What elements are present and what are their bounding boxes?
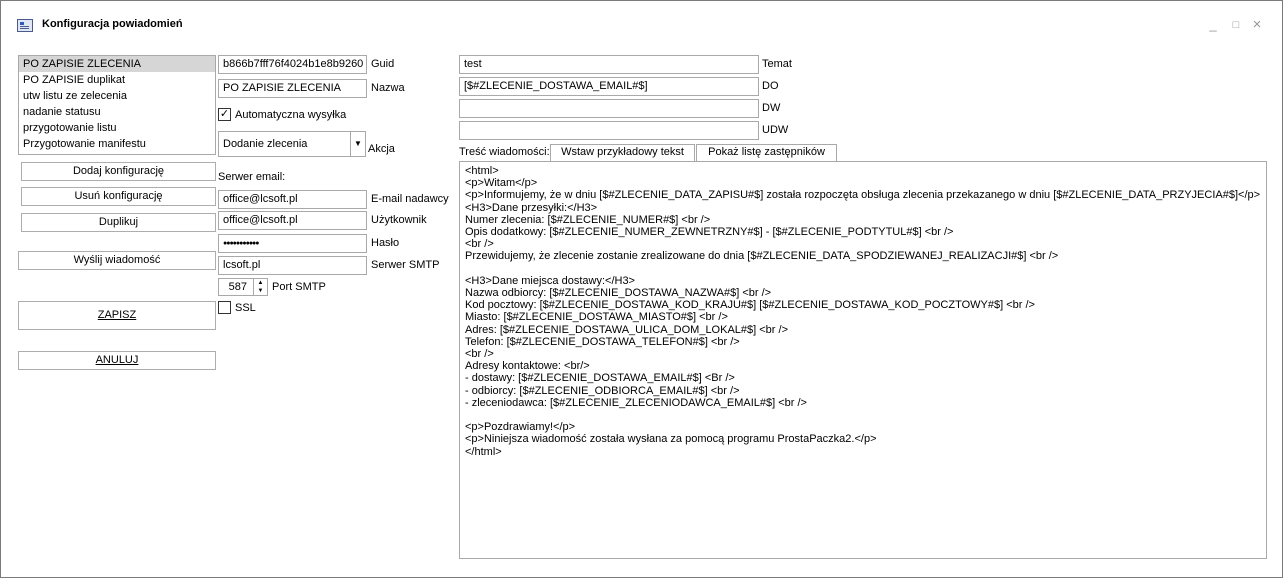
auto-send-label: Automatyczna wysyłka — [235, 109, 347, 121]
smtp-port-stepper[interactable] — [218, 278, 268, 296]
maximize-icon[interactable]: □ — [1232, 19, 1240, 31]
save-button-label: ZAPISZ — [97, 309, 137, 321]
to-field[interactable]: [$#ZLECENIE_DOSTAWA_EMAIL#$] — [459, 77, 759, 96]
config-list-item[interactable]: utw listu ze zelecenia — [23, 90, 127, 102]
config-list-item[interactable]: Przygotowanie manifestu — [23, 138, 146, 150]
title-bar — [1, 1, 1282, 41]
message-body-label: Treść wiadomości: — [459, 146, 550, 158]
bcc-label: UDW — [762, 124, 789, 136]
config-list-item[interactable]: nadanie statusu — [23, 106, 101, 118]
window-title: Konfiguracja powiadomień — [42, 18, 183, 30]
chevron-down-icon[interactable]: ▼ — [350, 132, 365, 156]
username-label: Użytkownik — [371, 214, 427, 226]
smtp-server-field[interactable]: lcsoft.pl — [218, 256, 367, 275]
app-window-icon — [17, 19, 33, 32]
sender-email-field[interactable]: office@lcsoft.pl — [218, 190, 367, 209]
subject-label: Temat — [762, 58, 792, 70]
cancel-button-label: ANULUJ — [95, 354, 139, 366]
cc-label: DW — [762, 102, 781, 114]
tab-show-placeholders[interactable]: Pokaż listę zastępników — [696, 144, 837, 161]
add-config-button[interactable]: Dodaj konfigurację — [21, 162, 216, 181]
close-icon[interactable]: × — [1252, 16, 1262, 33]
name-field[interactable]: PO ZAPISIE ZLECENIA — [218, 79, 367, 98]
cc-field[interactable] — [459, 99, 759, 118]
cancel-button[interactable] — [18, 351, 216, 370]
config-list-item[interactable]: PO ZAPISIE duplikat — [23, 74, 126, 86]
auto-send-checkbox[interactable]: ✓ — [219, 108, 230, 120]
send-message-button[interactable]: Wyślij wiadomość — [18, 251, 216, 270]
bcc-field[interactable] — [459, 121, 759, 140]
ssl-checkbox[interactable] — [218, 301, 231, 314]
remove-config-button[interactable]: Usuń konfigurację — [21, 187, 216, 206]
guid-field[interactable]: b866b7fff76f4024b1e8b9260 — [218, 55, 367, 74]
action-select[interactable] — [218, 131, 366, 157]
ssl-label: SSL — [235, 302, 256, 314]
sender-email-label: E-mail nadawcy — [371, 193, 449, 205]
message-body-textarea[interactable]: <html> <p>Witam</p> <p>Informujemy, że w dniu [$#ZLECENIE_DATA_ZAPISU#$] została rozpoczęta obsługa zlecenia przekazanego w dniu [$#ZLECENIE_DATA_PRZYJECIA#$]</p> <H3>Dane przesyłki:</H3> Numer zlecenia: [$#ZLECENIE_NUMER#$] <br /> Opis dodatkowy: [$#ZLECENIE_NUMER_ZEWNETRZNY#$] - [$#ZLECENIE_PODTYTUL#$] <br /> <br /> Przewidujemy, że zlecenie zostanie zrealizowane do dnia [$#ZLECENIE_DATA_SPODZIEWANEJ_REALIZACJI#$] <br /> <H3>Dane miejsca dostawy:</H3> Nazwa odbiorcy: [$#ZLECENIE_DOSTAWA_NAZWA#$] <br /> Kod pocztowy: [$#ZLECENIE_DOSTAWA_KOD_KRAJU#$] [$#ZLECENIE_DOSTAWA_KOD_POCZTOWY#$] <br /> Miasto: [$#ZLECENIE_DOSTAWA_MIASTO#$] <br /> Adres: [$#ZLECENIE_DOSTAWA_ULICA_DOM_LOKAL#$] <br /> Telefon: [$#ZLECENIE_DOSTAWA_TELEFON#$] <br /> <br /> Adresy kontaktowe: <br/> - dostawy: [$#ZLECENIE_DOSTAWA_EMAIL#$] <Br /> - odbiorcy: [$#ZLECENIE_ODBIORCA_EMAIL#$] <br /> - zleceniodawca: [$#ZLECENIE_ZLECENIODAWCA_EMAIL#$] <br /> <p>Pozdrawiamy!</p> <p>Niniejsza wiadomość została wysłana za pomocą programu ProstaPaczka2.</p> </html> — [459, 161, 1267, 559]
guid-label: Guid — [371, 58, 395, 70]
username-field[interactable]: office@lcsoft.pl — [218, 211, 367, 230]
duplicate-button[interactable]: Duplikuj — [21, 213, 216, 232]
mail-server-heading: Serwer email: — [218, 171, 286, 183]
save-button[interactable] — [18, 301, 216, 330]
to-label: DO — [762, 80, 779, 92]
stepper-arrows-icon[interactable]: ▲ ▼ — [253, 279, 267, 295]
tab-insert-sample-text[interactable]: Wstaw przykładowy tekst — [550, 144, 695, 161]
smtp-port-label: Port SMTP — [272, 281, 326, 293]
smtp-server-label: Serwer SMTP — [371, 259, 440, 271]
action-label: Akcja — [368, 143, 395, 155]
name-label: Nazwa — [371, 82, 405, 94]
action-select-value: Dodanie zlecenia — [223, 138, 308, 150]
config-list[interactable] — [18, 55, 216, 155]
subject-field[interactable]: test — [459, 55, 759, 74]
config-list-item[interactable]: przygotowanie listu — [23, 122, 117, 134]
config-list-item[interactable]: PO ZAPISIE ZLECENIA — [19, 56, 215, 72]
minimize-icon[interactable]: _ — [1209, 17, 1217, 32]
password-field[interactable]: ●●●●●●●●●●● — [218, 234, 367, 253]
smtp-port-value: 587 — [228, 281, 247, 293]
password-label: Hasło — [371, 237, 400, 249]
